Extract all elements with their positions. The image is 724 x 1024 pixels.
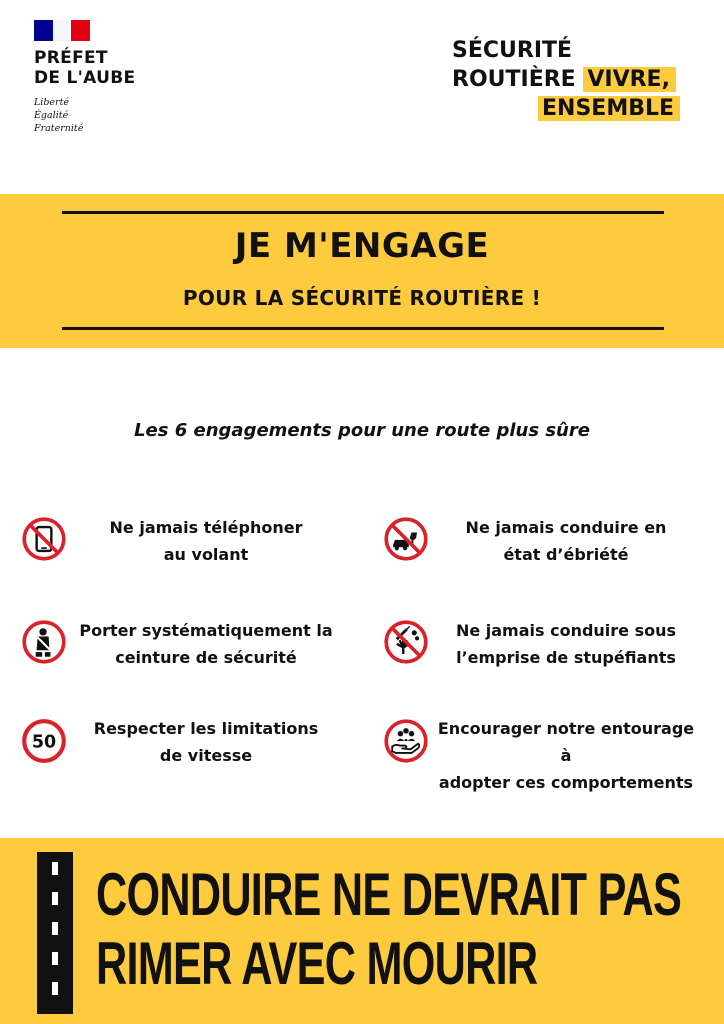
no-drugs-icon <box>383 619 429 665</box>
engagement-item: Encourager notre entourage à adopter ces comportements <box>437 719 695 792</box>
road-icon <box>37 852 73 1014</box>
speed-limit-value: 50 <box>31 732 57 753</box>
seatbelt-icon <box>21 619 67 665</box>
banner-subtitle: POUR LA SÉCURITÉ ROUTIÈRE ! <box>182 286 542 310</box>
speed-limit-icon <box>21 718 67 764</box>
engagement-item: Respecter les limitations de vitesse <box>93 719 319 765</box>
engagement-banner <box>0 194 724 348</box>
engagement-item: Ne jamais conduire sous l’emprise de stupéfiants <box>455 621 677 667</box>
engagement-item: Ne jamais conduire en état d’ébriété <box>465 518 667 564</box>
no-phone-icon <box>21 516 67 562</box>
no-alcohol-icon <box>383 516 429 562</box>
banner-top-rule <box>62 211 664 214</box>
slogan: CONDUIRE NE DEVRAIT PAS RIMER AVEC MOURIR <box>96 861 682 997</box>
devise: Liberté Égalité Fraternité <box>34 97 84 134</box>
engagement-item: Ne jamais téléphoner au volant <box>109 518 303 564</box>
community-icon <box>383 718 429 764</box>
republique-logo <box>34 20 90 41</box>
engagement-item: Porter systématiquement la ceinture de sécurité <box>79 621 333 667</box>
securite-routiere-logo: SÉCURITÉ ROUTIÈRE VIVRE, ENSEMBLE <box>452 36 680 123</box>
banner-title: JE M'ENGAGE <box>234 226 490 266</box>
prefet-title: PRÉFET DE L'AUBE <box>34 48 136 88</box>
engagements-title: Les 6 engagements pour une route plus sûre <box>134 420 590 441</box>
banner-bottom-rule <box>62 327 664 330</box>
